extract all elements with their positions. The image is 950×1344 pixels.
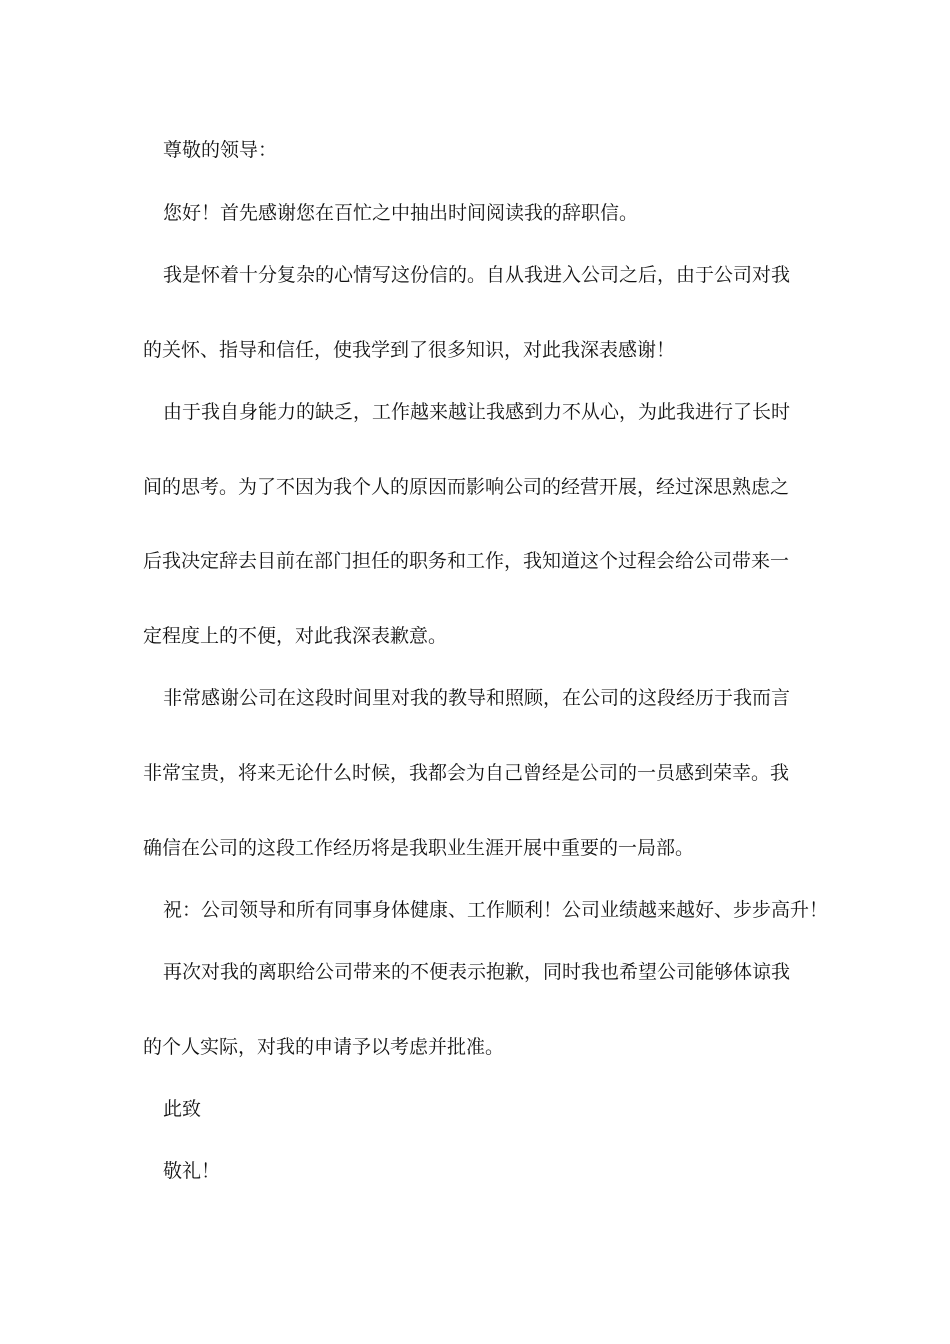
paragraph-4-line-2: 的个人实际，对我的申请予以考虑并批准。 (143, 1036, 505, 1058)
paragraph-1-line-2: 的关怀、指导和信任，使我学到了很多知识，对此我深表感谢！ (143, 339, 676, 361)
closing-line-2: 敬礼！ (163, 1160, 221, 1182)
paragraph-2-line-1: 由于我自身能力的缺乏，工作越来越让我感到力不从心，为此我进行了长时 (163, 401, 791, 423)
paragraph-2-line-2: 间的思考。为了不因为我个人的原因而影响公司的经营开展，经过深思熟虑之 (143, 476, 790, 498)
paragraph-3-line-2: 非常宝贵，将来无论什么时候，我都会为自己曾经是公司的一员感到荣幸。我 (143, 762, 790, 784)
wishes-line: 祝：公司领导和所有同事身体健康、工作顺利！公司业绩越来越好、步步高升！ (163, 899, 829, 921)
paragraph-3-line-3: 确信在公司的这段工作经历将是我职业生涯开展中重要的一局部。 (143, 837, 695, 859)
greeting-line: 您好！首先感谢您在百忙之中抽出时间阅读我的辞职信。 (163, 202, 639, 224)
paragraph-3-line-1: 非常感谢公司在这段时间里对我的教导和照顾，在公司的这段经历于我而言 (163, 687, 791, 709)
salutation: 尊敬的领导： (163, 139, 278, 161)
paragraph-1-line-1: 我是怀着十分复杂的心情写这份信的。自从我进入公司之后，由于公司对我 (163, 264, 791, 286)
closing-line-1: 此致 (163, 1098, 202, 1120)
paragraph-4-line-1: 再次对我的离职给公司带来的不便表示抱歉，同时我也希望公司能够体谅我 (163, 961, 791, 983)
paragraph-2-line-4: 定程度上的不便，对此我深表歉意。 (143, 625, 448, 647)
paragraph-2-line-3: 后我决定辞去目前在部门担任的职务和工作，我知道这个过程会给公司带来一 (143, 550, 790, 572)
